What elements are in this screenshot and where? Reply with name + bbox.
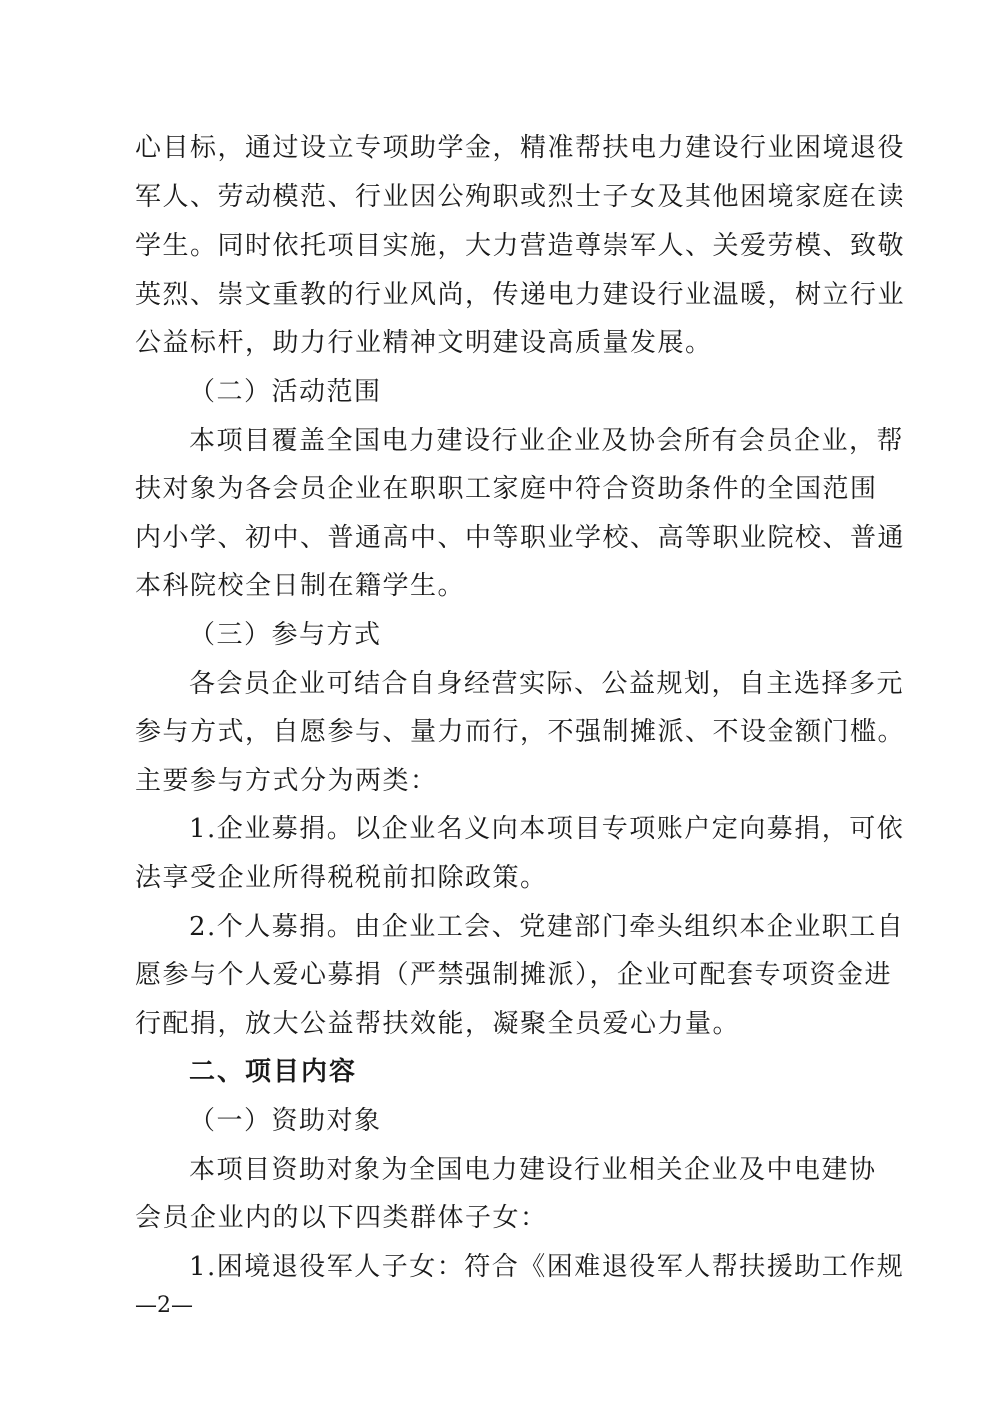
- paragraph-line: 本项目覆盖全国电力建设行业企业及协会所有会员企业，帮: [189, 426, 905, 456]
- section-subheading: （二）活动范围: [189, 377, 382, 407]
- paragraph-line: 会员企业内的以下四类群体子女：: [135, 1203, 548, 1233]
- paragraph-line: 学生。同时依托项目实施，大力营造尊崇军人、关爱劳模、致敬: [135, 231, 906, 261]
- list-item-line: 愿参与个人爱心募捐（严禁强制摊派），企业可配套专项资金进: [135, 960, 893, 990]
- paragraph-line: 公益标杆，助力行业精神文明建设高质量发展。: [135, 328, 713, 358]
- paragraph-line: 扶对象为各会员企业在职职工家庭中符合资助条件的全国范围: [135, 474, 878, 504]
- paragraph-line: 军人、劳动模范、行业因公殉职或烈士子女及其他困境家庭在读: [135, 182, 906, 212]
- paragraph-line: 参与方式，自愿参与、量力而行，不强制摊派、不设金额门槛。: [135, 717, 906, 747]
- paragraph-line: 各会员企业可结合自身经营实际、公益规划，自主选择多元: [189, 669, 905, 699]
- paragraph-line: 内小学、初中、普通高中、中等职业学校、高等职业院校、普通: [135, 523, 906, 553]
- paragraph-line: 本项目资助对象为全国电力建设行业相关企业及中电建协: [189, 1155, 877, 1185]
- section-subheading: （三）参与方式: [189, 620, 382, 650]
- list-item-line: 法享受企业所得税税前扣除政策。: [135, 863, 548, 893]
- section-subheading: （一）资助对象: [189, 1106, 382, 1136]
- list-item-line: 1.困境退役军人子女：符合《困难退役军人帮扶援助工作规: [189, 1252, 905, 1282]
- paragraph-line: 心目标，通过设立专项助学金，精准帮扶电力建设行业困境退役: [135, 133, 906, 163]
- list-item-line: 行配捐，放大公益帮扶效能，凝聚全员爱心力量。: [135, 1009, 741, 1039]
- paragraph-line: 主要参与方式分为两类：: [135, 766, 438, 796]
- page-number: —2—: [135, 1293, 193, 1318]
- paragraph-line: 英烈、崇文重教的行业风尚，传递电力建设行业温暖，树立行业: [135, 280, 906, 310]
- paragraph-line: 本科院校全日制在籍学生。: [135, 571, 466, 601]
- list-item-line: 2.个人募捐。由企业工会、党建部门牵头组织本企业职工自: [189, 912, 905, 942]
- list-item-line: 1.企业募捐。以企业名义向本项目专项账户定向募捐，可依: [189, 814, 905, 844]
- section-heading: 二、项目内容: [189, 1057, 358, 1087]
